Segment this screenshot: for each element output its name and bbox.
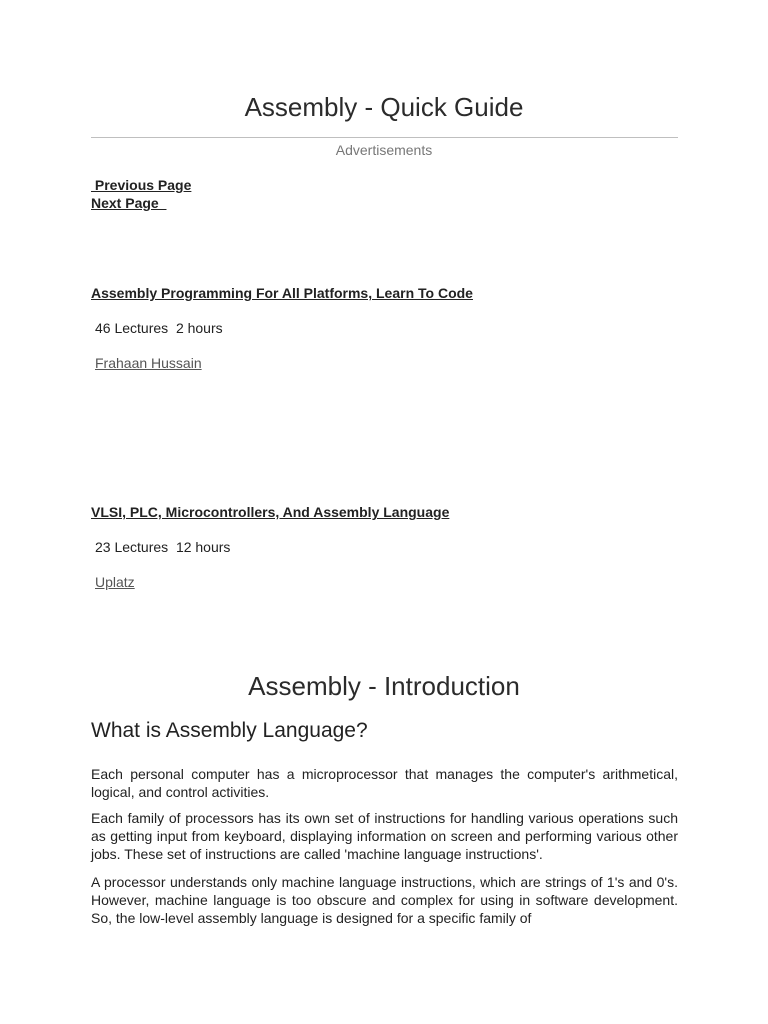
advertisements-label: Advertisements	[335, 142, 433, 158]
course-meta: 23 Lectures 12 hours	[95, 539, 231, 555]
article-paragraph: Each family of processors has its own set of instructions for handling various operations such as getting input from keyboard, displaying information on screen and performing various other jobs. These set of instructions are called 'machine language instructions'.	[91, 810, 678, 862]
course-author-link[interactable]: Frahaan Hussain	[95, 355, 202, 371]
course-author-link[interactable]: Uplatz	[95, 574, 135, 590]
article-paragraph: Each personal computer has a microprocessor that manages the computer's arithmetical, logical, and control activities.	[91, 766, 678, 800]
title-divider	[91, 137, 678, 138]
course-title-link[interactable]: VLSI, PLC, Microcontrollers, And Assembly Language	[91, 504, 450, 520]
sub-heading: What is Assembly Language?	[91, 719, 368, 742]
section-title: Assembly - Introduction	[248, 671, 520, 701]
next-page-link[interactable]: Next Page	[91, 195, 167, 211]
page-title: Assembly - Quick Guide	[244, 92, 524, 122]
previous-page-link[interactable]: Previous Page	[91, 177, 192, 193]
course-title-link[interactable]: Assembly Programming For All Platforms, Learn To Code	[91, 285, 473, 301]
course-meta: 46 Lectures 2 hours	[95, 320, 223, 336]
article-paragraph: A processor understands only machine language instructions, which are strings of 1's and 0's. However, machine language is too obscure and complex for using in software development. So, the low-level assembly language is designed for a specific family of	[91, 874, 678, 926]
